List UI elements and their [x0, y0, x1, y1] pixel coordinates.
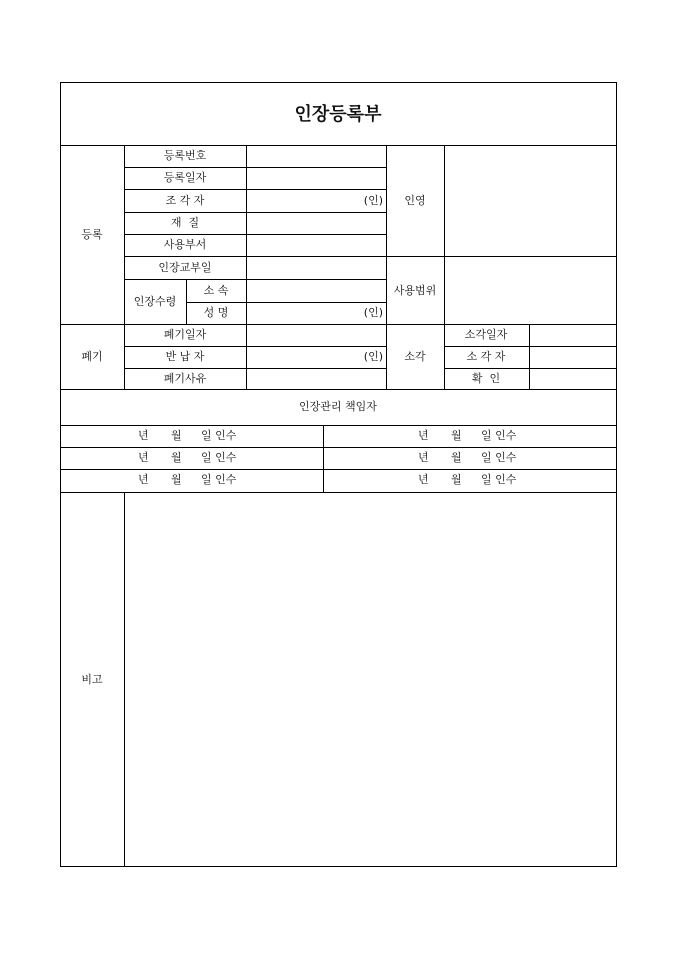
day-received-unit: 일 인수	[481, 473, 517, 486]
manager-header: 인장관리 책임자	[299, 400, 377, 413]
registration-number-field[interactable]	[247, 146, 385, 166]
month-unit: 월	[451, 429, 462, 442]
year-unit: 년	[418, 429, 429, 442]
carver-seal-mark: (인)	[363, 194, 383, 207]
material-label: 재 질	[170, 216, 200, 229]
registration-date-field[interactable]	[247, 168, 385, 188]
registration-number-label: 등록번호	[163, 149, 207, 162]
material-field[interactable]	[247, 213, 385, 233]
day-received-unit: 일 인수	[201, 429, 237, 442]
year-unit: 년	[138, 451, 149, 464]
issue-date-label: 인장교부일	[158, 261, 212, 274]
returner-label: 반 납 자	[165, 350, 205, 363]
disposal-reason-label: 폐기사유	[163, 372, 207, 385]
scope-label: 사용범위	[393, 284, 437, 297]
imprint-label: 인영	[404, 194, 426, 207]
receiver-seal-mark: (인)	[363, 306, 383, 319]
registration-label: 등록	[81, 228, 103, 241]
day-received-unit: 일 인수	[201, 473, 237, 486]
remarks-field[interactable]	[125, 493, 616, 866]
disposal-label: 폐기	[81, 350, 103, 363]
year-unit: 년	[138, 473, 149, 486]
incineration-label: 소각	[404, 350, 426, 363]
issue-date-field[interactable]	[247, 257, 385, 278]
disposal-date-field[interactable]	[247, 325, 385, 345]
carver-label: 조 각 자	[165, 194, 205, 207]
confirmation-label: 확 인	[471, 372, 501, 385]
scope-field[interactable]	[445, 257, 616, 324]
registration-date-label: 등록일자	[163, 171, 207, 184]
month-unit: 월	[171, 473, 182, 486]
page-title: 인장등록부	[294, 104, 382, 125]
receiver-label: 인장수령	[133, 295, 177, 308]
month-unit: 월	[451, 451, 462, 464]
disposal-reason-field[interactable]	[247, 369, 385, 389]
incineration-date-field[interactable]	[530, 325, 616, 345]
imprint-box[interactable]	[445, 146, 616, 256]
remarks-label: 비고	[81, 673, 103, 686]
year-unit: 년	[138, 429, 149, 442]
disposal-date-label: 폐기일자	[163, 328, 207, 341]
receiver-name-label: 성 명	[203, 306, 229, 319]
incinerator-label: 소 각 자	[466, 350, 506, 363]
incinerator-field[interactable]	[530, 347, 616, 367]
day-received-unit: 일 인수	[201, 451, 237, 464]
receiver-affiliation-field[interactable]	[247, 280, 385, 301]
year-unit: 년	[418, 473, 429, 486]
month-unit: 월	[451, 473, 462, 486]
incineration-date-label: 소각일자	[464, 328, 508, 341]
day-received-unit: 일 인수	[481, 429, 517, 442]
month-unit: 월	[171, 451, 182, 464]
returner-seal-mark: (인)	[363, 350, 383, 363]
confirmation-field[interactable]	[530, 369, 616, 389]
month-unit: 월	[171, 429, 182, 442]
year-unit: 년	[418, 451, 429, 464]
receiver-affiliation-label: 소 속	[203, 284, 229, 297]
department-field[interactable]	[247, 235, 385, 255]
day-received-unit: 일 인수	[481, 451, 517, 464]
department-label: 사용부서	[163, 238, 207, 251]
